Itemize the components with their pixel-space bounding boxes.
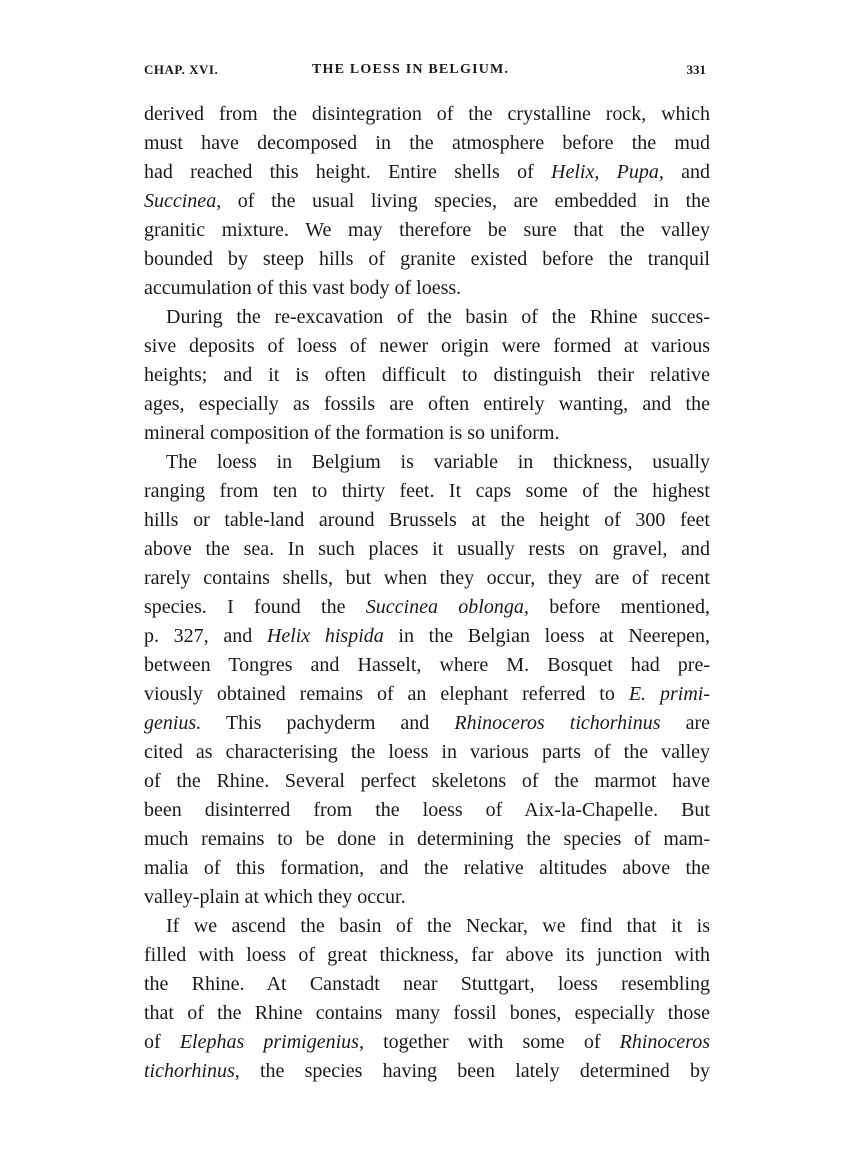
chapter-label: CHAP. XVI. bbox=[144, 62, 219, 77]
text-line: must have decomposed in the atmosphere before the mud bbox=[144, 132, 710, 154]
text-line: sive deposits of loess of newer origin were formed at various bbox=[144, 335, 710, 357]
body-text bbox=[144, 100, 710, 1086]
text-line: The loess in Belgium is variable in thickness, usually bbox=[166, 451, 710, 473]
page-number: 331 bbox=[686, 62, 706, 77]
paragraph bbox=[144, 448, 710, 912]
text-line: p. 327, and Helix hispida in the Belgian loess at Neerepen, bbox=[144, 625, 710, 647]
text-line: hills or table-land around Brussels at the height of 300 feet bbox=[144, 509, 710, 531]
text-line: During the re-excavation of the basin of the Rhine succes- bbox=[166, 306, 710, 328]
text-line: species. I found the Succinea oblonga, before mentioned, bbox=[144, 596, 711, 618]
text-line: tichorhinus, the species having been lately determined by bbox=[144, 1060, 710, 1082]
text-line: between Tongres and Hasselt, where M. Bosquet had pre- bbox=[144, 654, 710, 676]
text-line: ranging from ten to thirty feet. It caps some of the highest bbox=[144, 480, 710, 502]
text-line: derived from the disintegration of the crystalline rock, which bbox=[144, 103, 710, 125]
text-line: If we ascend the basin of the Neckar, we find that it is bbox=[166, 915, 710, 937]
text-line: above the sea. In such places it usually rests on gravel, and bbox=[144, 538, 710, 560]
text-line: accumulation of this vast body of loess. bbox=[144, 277, 462, 299]
text-line: heights; and it is often difficult to distinguish their relative bbox=[144, 364, 710, 386]
text-line: ages, especially as fossils are often entirely wanting, and the bbox=[144, 393, 710, 415]
paragraph bbox=[144, 912, 710, 1086]
text-line: been disinterred from the loess of Aix-la-Chapelle. But bbox=[144, 799, 710, 821]
text-line: malia of this formation, and the relative altitudes above the bbox=[144, 857, 710, 879]
text-line: viously obtained remains of an elephant referred to E. primi- bbox=[144, 683, 710, 705]
text-line: bounded by steep hills of granite existed before the tranquil bbox=[144, 248, 710, 270]
text-line: the Rhine. At Canstadt near Stuttgart, loess resembling bbox=[144, 973, 710, 995]
text-line: granitic mixture. We may therefore be sure that the valley bbox=[144, 219, 710, 241]
text-line: of Elephas primigenius, together with some of Rhinoceros bbox=[144, 1031, 710, 1053]
text-line: had reached this height. Entire shells of Helix, Pupa, and bbox=[144, 161, 711, 183]
text-line: cited as characterising the loess in various parts of the valley bbox=[144, 741, 710, 763]
running-head bbox=[144, 62, 710, 82]
text-line: that of the Rhine contains many fossil bones, especially those bbox=[144, 1002, 710, 1024]
text-line: genius. This pachyderm and Rhinoceros tichorhinus are bbox=[144, 712, 710, 734]
text-line: mineral composition of the formation is so uniform. bbox=[144, 422, 560, 444]
paragraph bbox=[144, 303, 710, 448]
text-line: much remains to be done in determining the species of mam- bbox=[144, 828, 710, 850]
text-line: Succinea, of the usual living species, are embedded in the bbox=[144, 190, 710, 212]
text-line: of the Rhine. Several perfect skeletons of the marmot have bbox=[144, 770, 710, 792]
text-line: valley-plain at which they occur. bbox=[144, 886, 406, 908]
page-title: THE LOESS IN BELGIUM. bbox=[312, 62, 510, 77]
paragraph bbox=[144, 100, 710, 303]
text-line: filled with loess of great thickness, far above its junction with bbox=[144, 944, 710, 966]
text-line: rarely contains shells, but when they occur, they are of recent bbox=[144, 567, 710, 589]
